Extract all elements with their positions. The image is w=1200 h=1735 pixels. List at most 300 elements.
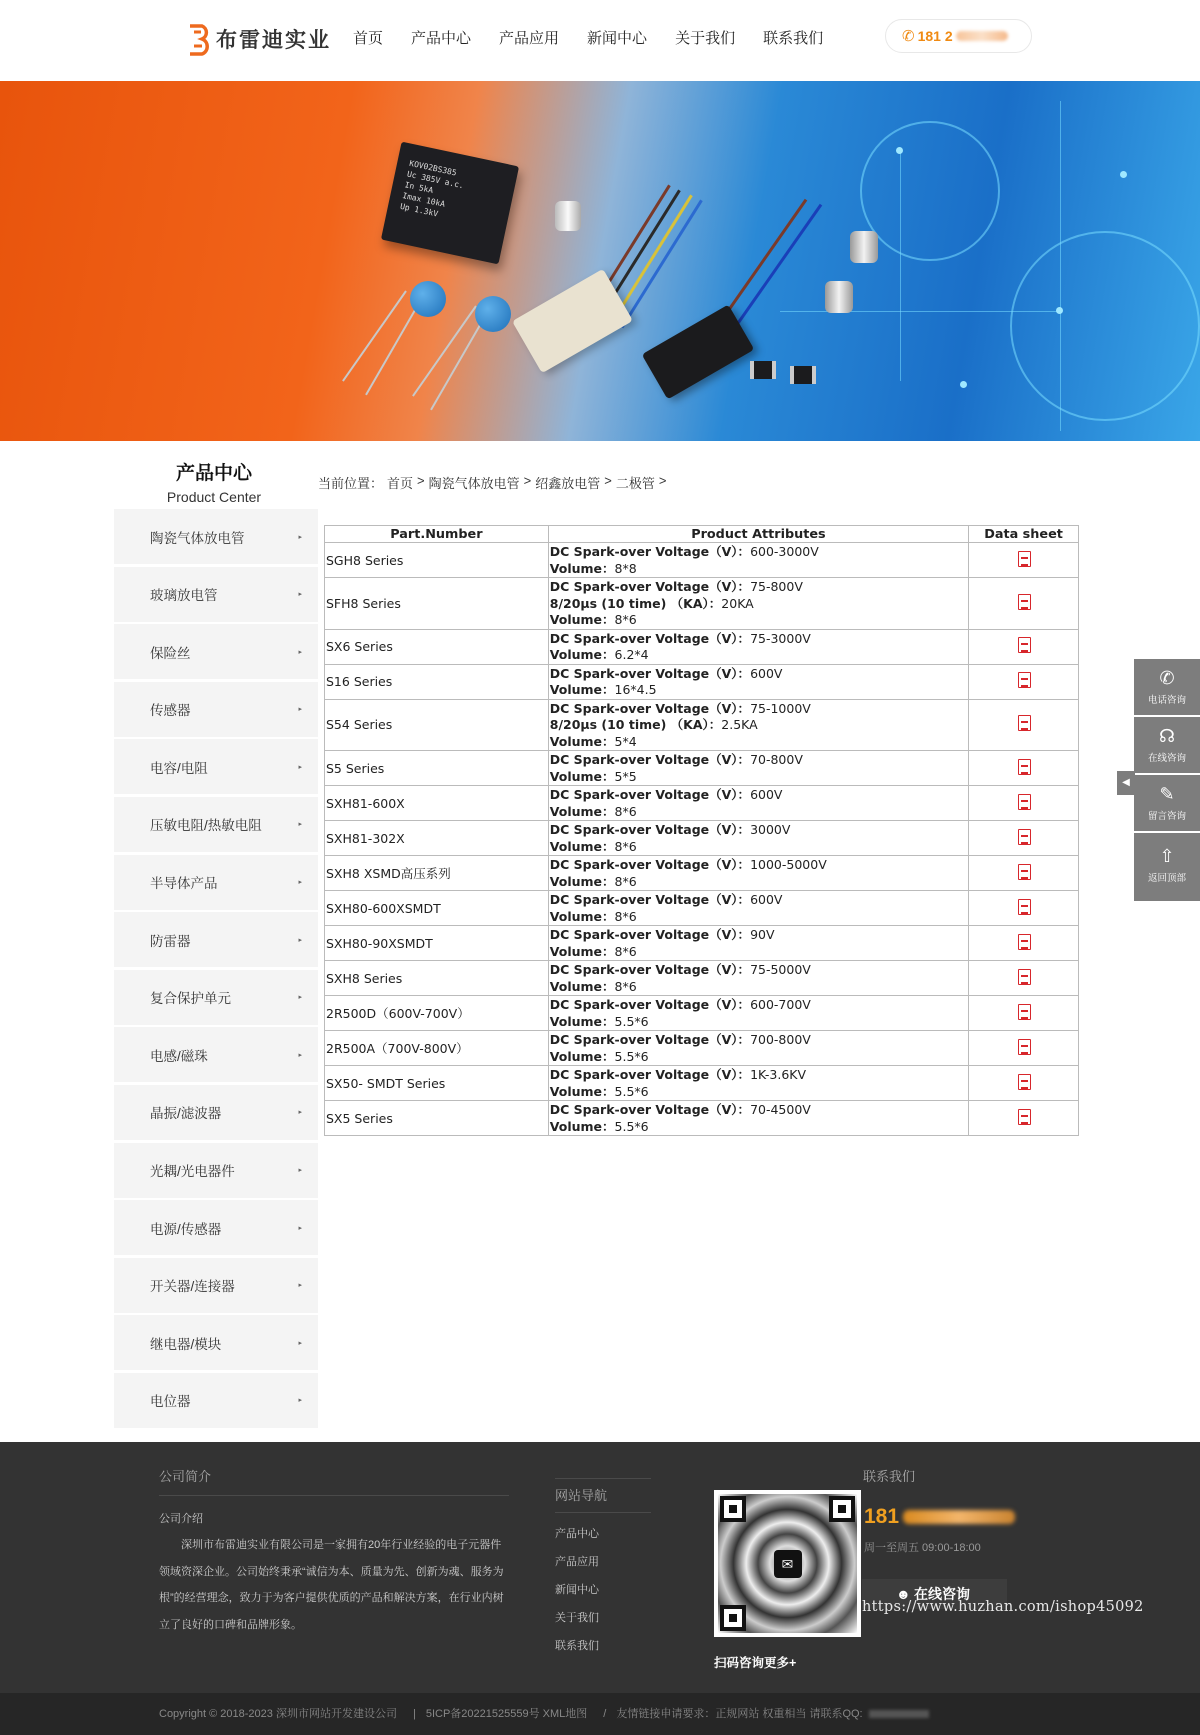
- attribute-key: Volume：: [549, 803, 615, 819]
- breadcrumb-category[interactable]: 陶瓷气体放电管: [428, 476, 520, 491]
- datasheet-cell: [969, 751, 1079, 786]
- col-header-attributes: Product Attributes: [548, 526, 968, 543]
- table-row: [325, 543, 1079, 578]
- attribute-key: DC Spark-over Voltage（V）：: [549, 1032, 751, 1047]
- chevron-right-icon: ▸: [298, 936, 302, 944]
- datasheet-cell: [969, 891, 1079, 926]
- attributes-cell: [548, 1066, 968, 1101]
- attribute-key: Volume：: [549, 560, 615, 576]
- sidebar-item[interactable]: [114, 682, 318, 737]
- circuit-node: [896, 147, 903, 154]
- datasheet-cell: [969, 821, 1079, 856]
- breadcrumb-prefix: 当前位置：: [318, 476, 384, 491]
- attribute-line: [550, 1049, 968, 1066]
- chevron-right-icon: ▸: [298, 1224, 302, 1232]
- qr-caption: 扫码咨询更多+: [714, 1656, 797, 1670]
- attribute-key: Volume：: [549, 908, 615, 924]
- friend-links-text: 友情链接申请要求：正规网站 权重相当 请联系QQ:: [616, 1708, 863, 1720]
- sidebar-item[interactable]: [114, 624, 318, 679]
- attributes-cell: [548, 543, 968, 578]
- phone-redaction: [903, 1510, 1015, 1524]
- pdf-icon[interactable]: [1018, 759, 1031, 775]
- header-phone-number: 181 2: [917, 28, 953, 44]
- chevron-right-icon: ▸: [298, 879, 302, 887]
- datasheet-cell: [969, 543, 1079, 578]
- attribute-key: Volume：: [549, 647, 615, 662]
- attribute-key: DC Spark-over Voltage（V）：: [549, 630, 751, 646]
- float-phone-button[interactable]: [1134, 659, 1200, 715]
- header: [0, 0, 1200, 80]
- chevron-right-icon: ▸: [298, 533, 302, 541]
- datasheet-cell: [969, 856, 1079, 891]
- attribute-value: 600V: [750, 787, 783, 802]
- attribute-line: [550, 962, 968, 979]
- float-message-label: 留言咨询: [1147, 811, 1186, 822]
- attribute-line: [550, 1102, 968, 1119]
- pdf-icon[interactable]: [1018, 1074, 1031, 1090]
- part-number-cell: SXH81-600X: [325, 786, 549, 821]
- nav-applications[interactable]: 产品应用: [499, 30, 560, 47]
- attribute-line: [550, 1032, 968, 1049]
- attribute-line: [550, 544, 968, 561]
- sidebar-title: 产品中心: [175, 463, 252, 484]
- sidebar-item[interactable]: [114, 1027, 318, 1082]
- attribute-key: Volume：: [549, 873, 615, 889]
- attribute-line: [550, 666, 968, 683]
- part-number-cell: SXH80-90XSMDT: [325, 926, 549, 961]
- part-number-cell: SGH8 Series: [325, 543, 549, 578]
- attribute-value: 6.2*4: [614, 647, 649, 662]
- chevron-right-icon: ▸: [298, 1282, 302, 1290]
- footer-nav-contact[interactable]: 联系我们: [555, 1640, 599, 1652]
- attribute-line: [550, 944, 968, 961]
- gas-discharge-tube: [555, 201, 581, 231]
- table-row: [325, 578, 1079, 630]
- attribute-line: [550, 579, 968, 596]
- attributes-cell: [548, 751, 968, 786]
- attribute-value: 8*8: [614, 560, 637, 576]
- footer-intro-heading: 公司简介: [159, 1469, 212, 1484]
- attribute-line: [550, 1084, 968, 1101]
- part-number-cell: SX5 Series: [325, 1101, 549, 1136]
- metal-can-component: [850, 231, 878, 263]
- product-table: [324, 525, 1079, 1136]
- pdf-icon[interactable]: [1018, 829, 1031, 845]
- logo-mark-icon: [184, 22, 212, 56]
- phone-icon: ✆: [1159, 668, 1175, 688]
- attribute-line: [550, 612, 968, 629]
- logo[interactable]: [184, 22, 331, 56]
- datasheet-cell: [969, 961, 1079, 996]
- attribute-key: Volume：: [549, 1048, 615, 1064]
- attribute-key: 8/20μs (10 time) （KA）：: [549, 717, 722, 732]
- rocket-icon: ⇧: [1159, 846, 1175, 866]
- table-row: [325, 629, 1079, 664]
- header-phone[interactable]: [885, 19, 1032, 53]
- sidebar-item[interactable]: [114, 1373, 318, 1428]
- sidebar-item[interactable]: [114, 970, 318, 1025]
- part-number-cell: S16 Series: [325, 664, 549, 699]
- headset-icon: ☊: [1159, 726, 1175, 746]
- wechat-qr-code: [714, 1490, 861, 1637]
- attributes-cell: [548, 856, 968, 891]
- datasheet-cell: [969, 629, 1079, 664]
- smd-component: [750, 361, 776, 379]
- datasheet-cell: [969, 664, 1079, 699]
- sidebar-header: [114, 458, 314, 505]
- attribute-line: [550, 857, 968, 874]
- datasheet-cell: [969, 1101, 1079, 1136]
- surge-protector-device: [381, 142, 519, 265]
- watermark: https://www.huzhan.com/ishop45092: [862, 1599, 1144, 1615]
- footer-contact-heading: 联系我们: [863, 1469, 916, 1484]
- component-lead: [342, 290, 407, 381]
- attribute-value: 8*6: [614, 943, 637, 959]
- attribute-line: [550, 1014, 968, 1031]
- sidebar-item[interactable]: [114, 1258, 318, 1313]
- attribute-key: 8/20μs (10 time) （KA）：: [549, 595, 722, 611]
- attribute-value: 5.5*6: [614, 1118, 649, 1134]
- nav-home[interactable]: 首页: [353, 30, 384, 47]
- table-header-row: [325, 526, 1079, 543]
- pdf-icon[interactable]: [1018, 1109, 1031, 1125]
- attribute-key: DC Spark-over Voltage（V）：: [549, 822, 751, 837]
- attribute-key: DC Spark-over Voltage（V）：: [549, 1102, 751, 1117]
- nav-products[interactable]: 产品中心: [411, 30, 472, 47]
- col-header-datasheet: Data sheet: [969, 526, 1079, 543]
- qr-finder: [720, 1496, 746, 1522]
- smd-component: [790, 366, 816, 384]
- qr-finder: [829, 1496, 855, 1522]
- circuit-trace: [1060, 101, 1061, 431]
- attribute-line: [550, 631, 968, 648]
- sidebar-item[interactable]: [114, 797, 318, 852]
- attribute-key: Volume：: [549, 1118, 615, 1134]
- nav-contact[interactable]: 联系我们: [763, 30, 824, 47]
- footer-nav-about[interactable]: 关于我们: [555, 1612, 599, 1624]
- attribute-value: 2.5KA: [721, 717, 758, 732]
- datasheet-cell: [969, 1066, 1079, 1101]
- table-row: [325, 1066, 1079, 1101]
- circuit-ring: [860, 121, 1000, 261]
- attribute-key: Volume：: [549, 943, 615, 959]
- attribute-value: 8*6: [614, 612, 637, 627]
- attribute-line: [550, 822, 968, 839]
- qr-finder: [720, 1605, 746, 1631]
- attributes-cell: [548, 786, 968, 821]
- attribute-line: [550, 874, 968, 891]
- attribute-key: Volume：: [549, 733, 615, 749]
- table-row: [325, 821, 1079, 856]
- attribute-value: 75-3000V: [750, 630, 811, 646]
- chevron-right-icon: ▸: [298, 1339, 302, 1347]
- attribute-key: Volume：: [549, 838, 615, 854]
- divider: [159, 1495, 509, 1496]
- footer-hours: 周一至周五 09:00-18:00: [864, 1542, 981, 1554]
- table-row: [325, 926, 1079, 961]
- table-row: [325, 699, 1079, 751]
- breadcrumb-current[interactable]: 二极管: [615, 476, 655, 491]
- attribute-value: 5.5*6: [614, 1013, 649, 1029]
- attribute-line: [550, 909, 968, 926]
- attribute-line: [550, 561, 968, 578]
- attribute-line: [550, 787, 968, 804]
- pdf-icon[interactable]: [1018, 715, 1031, 731]
- breadcrumb-separator: >: [658, 473, 667, 488]
- footer-online-label: 在线咨询: [914, 1586, 970, 1602]
- attribute-line: [550, 1119, 968, 1136]
- footer-intro-subheading: 公司介绍: [159, 1513, 203, 1525]
- attribute-line: [550, 717, 968, 734]
- footer-intro: [159, 1466, 509, 1638]
- black-module: [642, 304, 755, 399]
- sidebar-item-label: 压敏电阻/热敏电阻: [150, 818, 262, 834]
- sidebar-item[interactable]: [114, 1085, 318, 1140]
- sidebar-item-label: 电源/传感器: [150, 1221, 222, 1237]
- attribute-value: 16*4.5: [614, 682, 657, 697]
- circuit-trace: [780, 311, 1060, 312]
- sidebar-item-label: 开关器/连接器: [150, 1279, 235, 1295]
- attribute-key: DC Spark-over Voltage（V）：: [549, 857, 751, 872]
- pdf-icon[interactable]: [1018, 1004, 1031, 1020]
- table-row: [325, 751, 1079, 786]
- attribute-line: [550, 1067, 968, 1084]
- attributes-cell: [548, 996, 968, 1031]
- table-row: [325, 856, 1079, 891]
- datasheet-cell: [969, 699, 1079, 751]
- pdf-icon[interactable]: [1018, 794, 1031, 810]
- table-row: [325, 786, 1079, 821]
- attribute-value: 1000-5000V: [750, 857, 827, 872]
- attribute-value: 90V: [750, 927, 775, 942]
- attribute-line: [550, 927, 968, 944]
- back-to-top-label: 返回顶部: [1147, 873, 1186, 884]
- chevron-right-icon: ▸: [298, 1167, 302, 1175]
- footer-nav-products[interactable]: 产品中心: [555, 1528, 599, 1540]
- wechat-icon: ✉: [774, 1550, 802, 1578]
- float-online-button[interactable]: [1134, 717, 1200, 773]
- attribute-value: 700-800V: [750, 1032, 811, 1047]
- icp-link[interactable]: 5ICP备20221525559号 XML地图: [425, 1708, 588, 1720]
- attribute-key: DC Spark-over Voltage（V）：: [549, 700, 751, 716]
- breadcrumb-separator: >: [417, 473, 425, 488]
- attributes-cell: [548, 699, 968, 751]
- pdf-icon[interactable]: [1018, 934, 1031, 950]
- sidebar-item[interactable]: [114, 509, 318, 564]
- footer-phone[interactable]: [864, 1505, 1015, 1529]
- sidebar-item-label: 电位器: [150, 1394, 191, 1410]
- sidebar-item[interactable]: [114, 1315, 318, 1370]
- part-number-cell: S54 Series: [325, 699, 549, 751]
- attribute-key: Volume：: [549, 1013, 615, 1029]
- part-number-cell: SX6 Series: [325, 629, 549, 664]
- circuit-node: [1120, 171, 1127, 178]
- part-number-cell: S5 Series: [325, 751, 549, 786]
- separator: /: [603, 1708, 607, 1720]
- breadcrumb-home[interactable]: 首页: [387, 476, 414, 491]
- attribute-value: 75-5000V: [750, 962, 811, 977]
- pdf-icon[interactable]: [1018, 672, 1031, 688]
- attribute-line: [550, 839, 968, 856]
- attribute-line: [550, 682, 968, 699]
- chevron-right-icon: ▸: [298, 648, 302, 656]
- footer-nav-news[interactable]: 新闻中心: [555, 1584, 599, 1596]
- attribute-key: DC Spark-over Voltage（V）：: [549, 579, 751, 594]
- attribute-line: [550, 701, 968, 718]
- breadcrumb-subcategory[interactable]: 绍鑫放电管: [535, 476, 601, 491]
- hero-banner: [0, 81, 1200, 441]
- white-module: [512, 269, 633, 373]
- attributes-cell: [548, 821, 968, 856]
- sidebar-item[interactable]: [114, 1143, 318, 1198]
- attribute-value: 5.5*6: [614, 1083, 649, 1099]
- attribute-line: [550, 804, 968, 821]
- attribute-key: Volume：: [549, 768, 615, 784]
- sidebar-item-label: 复合保护单元: [150, 991, 231, 1007]
- sidebar-item[interactable]: [114, 739, 318, 794]
- attribute-value: 8*6: [614, 978, 637, 994]
- main-nav: [353, 28, 851, 50]
- chat-icon: ☻: [896, 1586, 911, 1602]
- attribute-key: DC Spark-over Voltage（V）：: [549, 927, 751, 942]
- datasheet-cell: [969, 578, 1079, 630]
- table-row: [325, 891, 1079, 926]
- table-row: [325, 996, 1079, 1031]
- back-to-top-button[interactable]: [1134, 833, 1200, 901]
- sidebar-item-label: 电感/磁珠: [150, 1048, 208, 1064]
- float-bar-toggle[interactable]: ◀: [1117, 771, 1135, 795]
- sidebar-item[interactable]: [114, 567, 318, 622]
- sidebar-item-label: 保险丝: [150, 645, 191, 661]
- attribute-key: DC Spark-over Voltage（V）：: [549, 892, 751, 907]
- datasheet-cell: [969, 996, 1079, 1031]
- sidebar-item-label: 半导体产品: [150, 876, 218, 892]
- ceramic-capacitor: [410, 281, 446, 317]
- attribute-value: 5.5*6: [614, 1048, 649, 1064]
- attribute-value: 5*4: [614, 733, 637, 749]
- part-number-cell: 2R500D（600V-700V）: [325, 996, 549, 1031]
- sidebar-item[interactable]: [114, 855, 318, 910]
- attribute-value: 5*5: [614, 768, 637, 784]
- attributes-cell: [548, 664, 968, 699]
- sidebar-item[interactable]: [114, 1200, 318, 1255]
- attribute-value: 3000V: [750, 822, 791, 837]
- sidebar-item-label: 继电器/模块: [150, 1336, 222, 1352]
- pdf-icon[interactable]: [1018, 969, 1031, 985]
- float-contact-bar: [1134, 659, 1200, 903]
- attributes-cell: [548, 961, 968, 996]
- breadcrumb: [318, 473, 670, 492]
- divider: [555, 1512, 651, 1513]
- table-row: [325, 1101, 1079, 1136]
- attribute-value: 70-4500V: [750, 1102, 811, 1117]
- attribute-key: Volume：: [549, 978, 615, 994]
- sidebar-item-label: 光耦/光电器件: [150, 1164, 235, 1180]
- float-message-button[interactable]: [1134, 775, 1200, 831]
- separator: |: [412, 1708, 416, 1720]
- attribute-key: Volume：: [549, 682, 615, 697]
- sidebar-item[interactable]: [114, 912, 318, 967]
- attribute-key: DC Spark-over Voltage（V）：: [549, 665, 751, 681]
- nav-news[interactable]: 新闻中心: [587, 30, 648, 47]
- chevron-right-icon: ▸: [298, 1109, 302, 1117]
- attribute-line: [550, 596, 968, 613]
- attribute-line: [550, 979, 968, 996]
- attributes-cell: [548, 629, 968, 664]
- attribute-value: 8*6: [614, 908, 637, 924]
- wire: [719, 199, 807, 324]
- attribute-value: 75-1000V: [750, 700, 811, 716]
- part-number-cell: SXH81-302X: [325, 821, 549, 856]
- attribute-line: [550, 769, 968, 786]
- pdf-icon[interactable]: [1018, 637, 1031, 653]
- attribute-line: [550, 647, 968, 664]
- pdf-icon[interactable]: [1018, 864, 1031, 880]
- copyright-text: Copyright © 2018-2023 深圳市网站开发建设公司: [159, 1708, 397, 1720]
- table-row: [325, 664, 1079, 699]
- part-number-cell: 2R500A（700V-800V）: [325, 1031, 549, 1066]
- qr-pattern: [718, 1494, 857, 1633]
- attributes-cell: [548, 891, 968, 926]
- attribute-key: DC Spark-over Voltage（V）：: [549, 752, 751, 767]
- attributes-cell: [548, 1031, 968, 1066]
- part-number-cell: SXH80-600XSMDT: [325, 891, 549, 926]
- attribute-key: DC Spark-over Voltage（V）：: [549, 962, 751, 977]
- attributes-cell: [548, 926, 968, 961]
- chevron-right-icon: ▸: [298, 1397, 302, 1405]
- footer: [0, 1442, 1200, 1693]
- float-online-label: 在线咨询: [1147, 753, 1186, 764]
- sidebar-item-label: 晶振/滤波器: [150, 1106, 222, 1122]
- sidebar-category-list: [114, 509, 318, 1431]
- attribute-line: [550, 734, 968, 751]
- sidebar-item-label: 电容/电阻: [150, 760, 208, 776]
- edit-icon: ✎: [1159, 784, 1175, 804]
- datasheet-cell: [969, 1031, 1079, 1066]
- attribute-value: 8*6: [614, 838, 637, 854]
- attribute-value: 1K-3.6KV: [750, 1067, 807, 1082]
- wire: [734, 204, 822, 329]
- sidebar-item-label: 陶瓷气体放电管: [150, 530, 245, 546]
- footer-nav-applications[interactable]: 产品应用: [555, 1556, 599, 1568]
- copyright-bar: [0, 1693, 1200, 1735]
- logo-text: 布雷迪实业: [216, 29, 331, 52]
- circuit-node: [960, 381, 967, 388]
- breadcrumb-separator: >: [604, 473, 612, 488]
- pdf-icon[interactable]: [1018, 551, 1031, 567]
- attribute-key: DC Spark-over Voltage（V）：: [549, 997, 751, 1012]
- footer-phone-number: 181: [864, 1505, 900, 1528]
- chevron-right-icon: ▸: [298, 591, 302, 599]
- nav-about[interactable]: 关于我们: [675, 30, 736, 47]
- attribute-key: DC Spark-over Voltage（V）：: [549, 544, 751, 559]
- pdf-icon[interactable]: [1018, 1039, 1031, 1055]
- pdf-icon[interactable]: [1018, 594, 1031, 610]
- part-number-cell: SXH8 XSMD高压系列: [325, 856, 549, 891]
- table-row: [325, 1031, 1079, 1066]
- pdf-icon[interactable]: [1018, 899, 1031, 915]
- attribute-line: [550, 752, 968, 769]
- product-table-body: [325, 543, 1079, 1136]
- col-header-part-number: Part.Number: [325, 526, 549, 543]
- attributes-cell: [548, 578, 968, 630]
- attribute-key: Volume：: [549, 1083, 615, 1099]
- sidebar-item-label: 传感器: [150, 703, 191, 719]
- footer-nav-heading: 网站导航: [555, 1478, 651, 1504]
- footer-intro-text: 深圳市布雷迪实业有限公司是一家拥有20年行业经验的电子元器件领域资深企业。公司始终秉承“诚信为本、质量为先、创新为魂、服务为根”的经营理念，致力于为客户提供优质的产品和解决方案，在行业内树立了良好的口碑和品牌形象。: [159, 1539, 504, 1631]
- attribute-value: 600-700V: [750, 997, 811, 1012]
- footer-nav: [555, 1478, 651, 1653]
